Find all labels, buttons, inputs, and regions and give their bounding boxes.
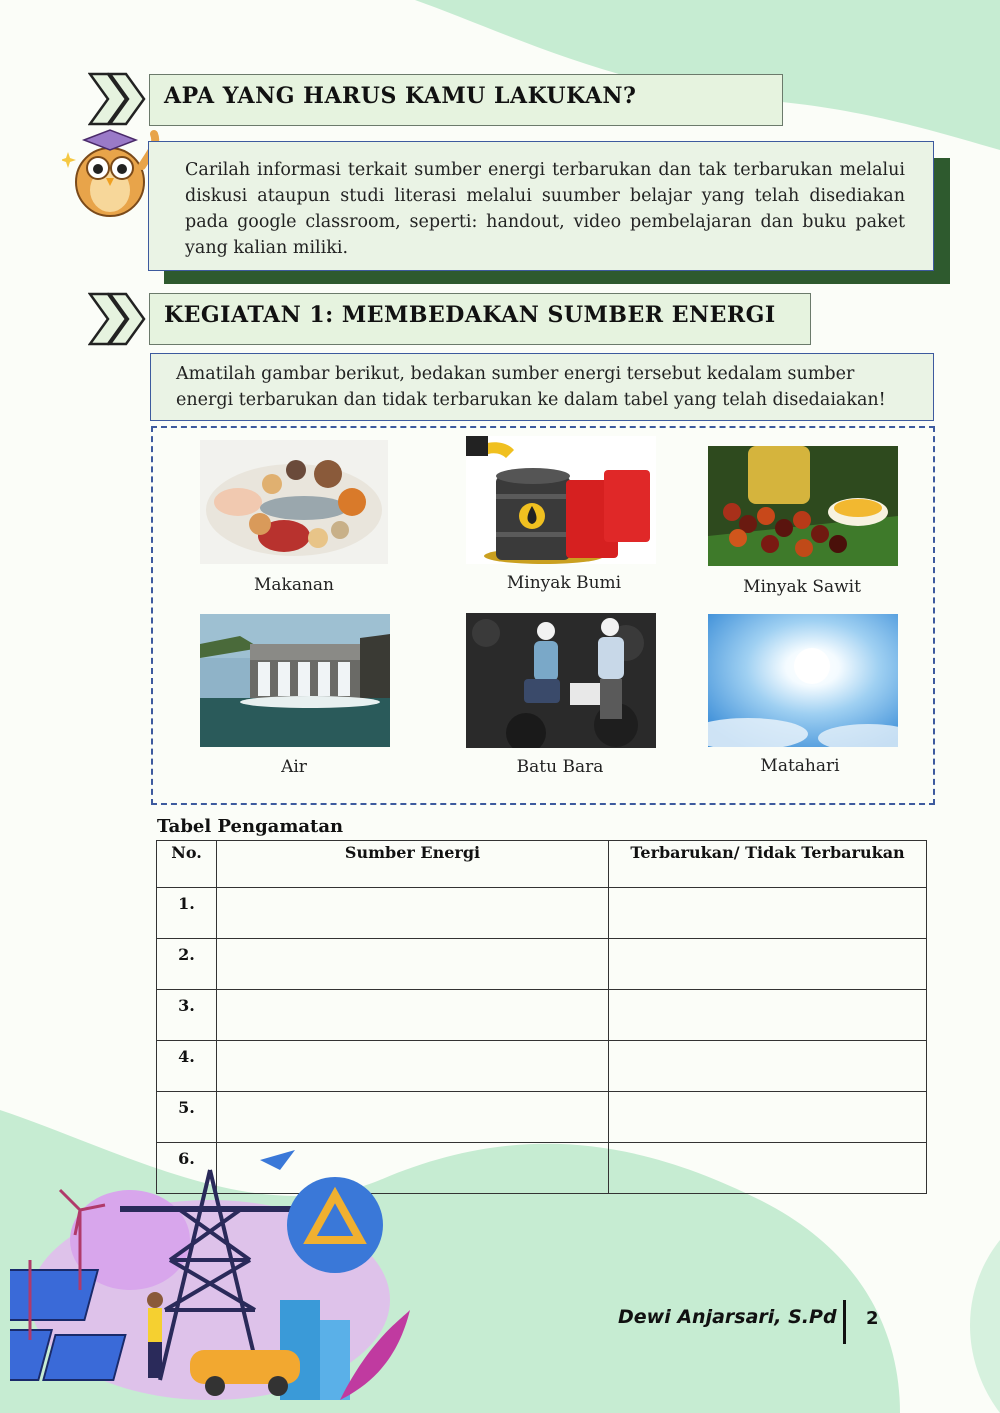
row-number: 3. bbox=[157, 990, 217, 1041]
header-terbarukan: Terbarukan/ Tidak Terbarukan bbox=[609, 841, 927, 888]
food-image bbox=[200, 440, 388, 564]
section2-header-box bbox=[149, 293, 811, 345]
table-title: Tabel Pengamatan bbox=[157, 816, 344, 837]
section1-title: APA YANG HARUS KAMU LAKUKAN? bbox=[164, 83, 637, 109]
author-name: Dewi Anjarsari, S.Pd bbox=[618, 1306, 837, 1328]
row-number: 5. bbox=[157, 1092, 217, 1143]
renewable-energy-illustration bbox=[10, 1150, 410, 1400]
chevron-arrows-icon bbox=[88, 72, 150, 126]
instruction2-box bbox=[150, 353, 934, 421]
caption-air: Air bbox=[281, 757, 307, 777]
caption-matahari: Matahari bbox=[760, 756, 840, 776]
caption-minyak-sawit: Minyak Sawit bbox=[743, 577, 861, 597]
sun-sky-image bbox=[708, 614, 898, 747]
section2-title: KEGIATAN 1: MEMBEDAKAN SUMBER ENERGI bbox=[164, 302, 776, 328]
table-header-row bbox=[157, 841, 927, 888]
observation-table bbox=[156, 840, 927, 1194]
page-number: 2 bbox=[866, 1308, 879, 1329]
header-sumber-energi: Sumber Energi bbox=[217, 841, 609, 888]
table-row bbox=[157, 939, 927, 990]
caption-makanan: Makanan bbox=[253, 575, 334, 595]
caption-minyak-bumi: Minyak Bumi bbox=[506, 573, 622, 593]
terbarukan-cell[interactable] bbox=[609, 1092, 927, 1143]
terbarukan-cell[interactable] bbox=[609, 939, 927, 990]
table-row bbox=[157, 990, 927, 1041]
oil-barrel-image bbox=[466, 436, 656, 564]
table-row bbox=[157, 1092, 927, 1143]
terbarukan-cell[interactable] bbox=[609, 1143, 927, 1194]
row-number: 6. bbox=[157, 1143, 217, 1194]
table-row bbox=[157, 1041, 927, 1092]
caption-batu-bara: Batu Bara bbox=[516, 757, 604, 777]
instruction1-text: Carilah informasi terkait sumber energi terbarukan dan tak terbarukan melalui diskusi ataupun studi literasi melalui suumber belajar yang telah disediakan pada google classroom, seperti: handout, video pembelajaran dan buku paket yang kalian miliki. bbox=[185, 160, 905, 258]
coal-mining-image bbox=[466, 613, 656, 748]
row-number: 1. bbox=[157, 888, 217, 939]
table-row bbox=[157, 888, 927, 939]
dam-water-image bbox=[200, 614, 390, 747]
terbarukan-cell[interactable] bbox=[609, 990, 927, 1041]
sumber-energi-cell[interactable] bbox=[217, 888, 609, 939]
terbarukan-cell[interactable] bbox=[609, 888, 927, 939]
terbarukan-cell[interactable] bbox=[609, 1041, 927, 1092]
sumber-energi-cell[interactable] bbox=[217, 990, 609, 1041]
header-no: No. bbox=[157, 841, 217, 888]
palm-oil-image bbox=[708, 446, 898, 566]
row-number: 4. bbox=[157, 1041, 217, 1092]
row-number: 2. bbox=[157, 939, 217, 990]
footer-divider bbox=[843, 1300, 846, 1344]
sumber-energi-cell[interactable] bbox=[217, 1041, 609, 1092]
instruction2-text: Amatilah gambar berikut, bedakan sumber energi tersebut kedalam sumber energi terbarukan dan tidak terbarukan ke dalam tabel yang telah disedaiakan! bbox=[176, 364, 886, 410]
instruction1-box bbox=[148, 141, 934, 271]
sumber-energi-cell[interactable] bbox=[217, 939, 609, 990]
chevron-arrows-icon bbox=[88, 292, 150, 346]
sumber-energi-cell[interactable] bbox=[217, 1092, 609, 1143]
section1-header-box bbox=[149, 74, 783, 126]
